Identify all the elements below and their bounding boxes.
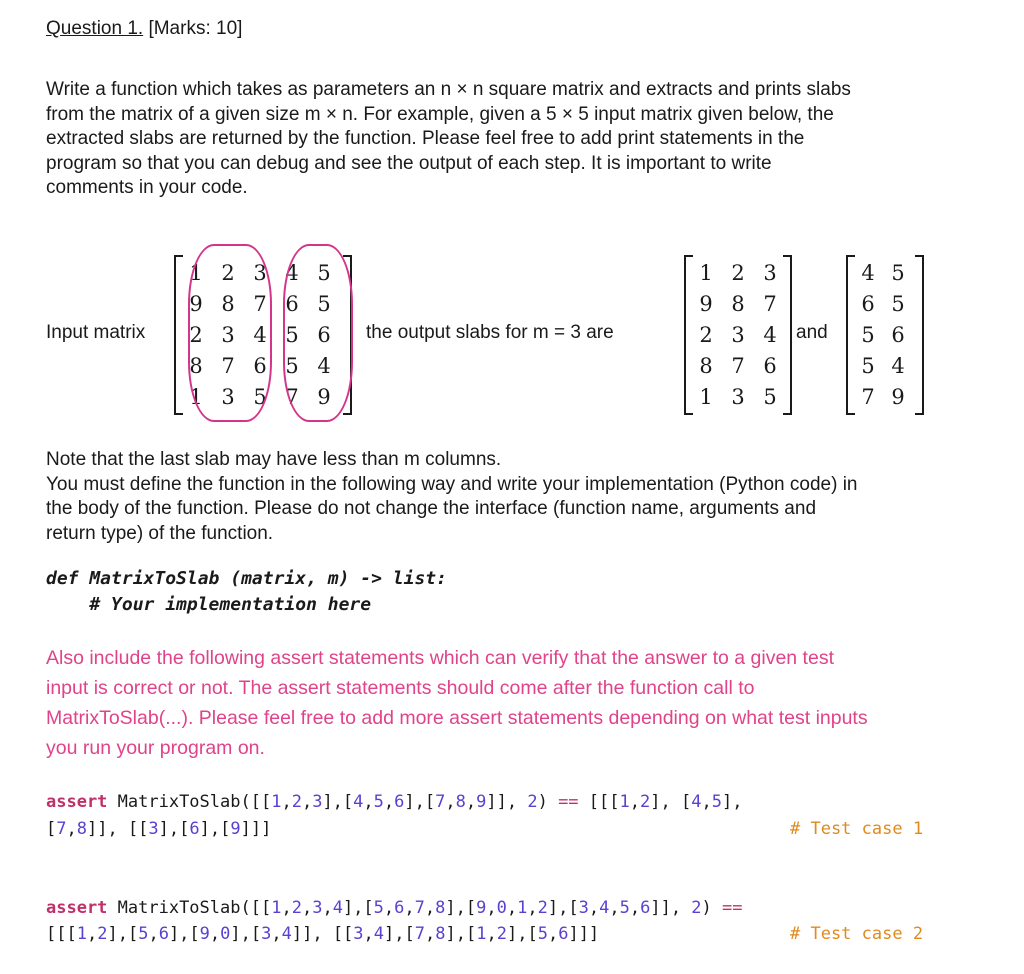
right-bracket xyxy=(783,255,792,415)
matrix-cell: 6 xyxy=(285,292,299,316)
matrix-cell: 7 xyxy=(731,354,745,378)
intro-paragraph xyxy=(46,78,996,201)
left-bracket xyxy=(846,255,855,415)
intro-line: comments in your code. xyxy=(46,177,248,198)
test-case-1-line2 xyxy=(46,819,271,839)
note-line: the body of the function. Please do not change the interface (function name, arguments and xyxy=(46,498,817,519)
test-case-2-code: MatrixToSlab([[1,2,3,4],[5,6,7,8],[9,0,1,2],[3,4,5,6]], 2) == xyxy=(107,898,743,918)
test-case-1-comment: # Test case 1 xyxy=(790,819,924,839)
matrix-cell: 9 xyxy=(189,292,203,316)
matrix-cell: 3 xyxy=(763,261,777,285)
matrix-cell: 2 xyxy=(221,261,235,285)
matrix-cell: 4 xyxy=(861,261,875,285)
matrix-cell: 7 xyxy=(253,292,267,316)
matrix-cell: 2 xyxy=(189,323,203,347)
matrix-cell: 7 xyxy=(861,385,875,409)
matrix-cell: 9 xyxy=(699,292,713,316)
test-case-2-line1 xyxy=(46,898,743,918)
implementation-comment: # Your implementation here xyxy=(46,594,372,615)
question-number: Question 1. xyxy=(46,18,144,39)
matrix-cell: 4 xyxy=(285,261,299,285)
assert-instruction-line: you run your program on. xyxy=(46,737,265,759)
matrix-cell: 6 xyxy=(861,292,875,316)
assert-keyword: assert xyxy=(46,792,108,812)
matrix-cell: 4 xyxy=(891,354,905,378)
output-slabs-text: the output slabs for m = 3 are xyxy=(366,322,614,343)
matrix-cell: 8 xyxy=(221,292,235,316)
left-bracket xyxy=(174,255,183,415)
matrix-cell: 8 xyxy=(731,292,745,316)
matrix-cell: 5 xyxy=(285,323,299,347)
matrix-cell: 7 xyxy=(221,354,235,378)
note-line: return type) of the function. xyxy=(46,522,274,544)
matrix-cell: 5 xyxy=(861,323,875,347)
matrix-cell: 7 xyxy=(285,385,299,409)
intro-line: from the matrix of a given size m × n. For example, given a 5 × 5 input matrix given below, the xyxy=(46,103,834,125)
intro-line: extracted slabs are returned by the function. Please feel free to add print statements in the xyxy=(46,128,805,149)
matrix-cell: 5 xyxy=(891,261,905,285)
intro-line: program so that you can debug and see the output of each step. It is important to write xyxy=(46,152,772,174)
right-bracket xyxy=(915,255,924,415)
left-bracket xyxy=(684,255,693,415)
input-matrix-label: Input matrix xyxy=(46,322,146,343)
matrix-cell: 1 xyxy=(189,385,203,409)
test-case-2-line2 xyxy=(46,924,599,944)
matrix-cell: 6 xyxy=(763,354,777,378)
matrix-cell: 4 xyxy=(317,354,331,378)
matrix-cell: 3 xyxy=(221,385,235,409)
matrix-cell: 5 xyxy=(317,261,331,285)
matrix-cell: 3 xyxy=(731,385,745,409)
matrix-cell: 2 xyxy=(731,261,745,285)
matrix-cell: 1 xyxy=(699,385,713,409)
matrix-cell: 5 xyxy=(763,385,777,409)
matrix-cell: 3 xyxy=(731,323,745,347)
matrix-cell: 9 xyxy=(317,385,331,409)
test-case-1-code-cont: [7,8]], [[3],[6],[9]]] xyxy=(46,819,272,839)
assert-instruction-line: input is correct or not. The assert statements should come after the function call to xyxy=(46,677,755,699)
matrix-cell: 2 xyxy=(699,323,713,347)
note-line: Note that the last slab may have less than m columns. xyxy=(46,449,502,470)
matrix-cell: 6 xyxy=(253,354,267,378)
output-slab-2 xyxy=(846,255,924,415)
test-case-2-code-cont: [[[1,2],[5,6],[9,0],[3,4]], [[3,4],[7,8],[1,2],[5,6]]] xyxy=(46,924,600,944)
matrix-cell: 5 xyxy=(285,354,299,378)
matrix-cell: 6 xyxy=(891,323,905,347)
slab-highlight-2 xyxy=(283,244,353,422)
test-case-2-comment: # Test case 2 xyxy=(790,924,924,944)
matrix-cell: 3 xyxy=(253,261,267,285)
matrix-cell: 9 xyxy=(891,385,905,409)
matrix-cell: 8 xyxy=(699,354,713,378)
assert-instruction-line: MatrixToSlab(...). Please feel free to add more assert statements depending on what test inputs xyxy=(46,707,868,729)
matrix-cell: 7 xyxy=(763,292,777,316)
matrix-cell: 5 xyxy=(891,292,905,316)
output-slab-1 xyxy=(684,255,792,415)
question-marks: [Marks: 10] xyxy=(148,18,243,39)
matrix-cell: 5 xyxy=(253,385,267,409)
assert-instruction-line: Also include the following assert statements which can verify that the answer to a given test xyxy=(46,647,834,669)
intro-line: Write a function which takes as parameters an n × n square matrix and extracts and prints slabs xyxy=(46,79,851,100)
and-text: and xyxy=(796,322,828,343)
matrix-cell: 5 xyxy=(861,354,875,378)
matrix-cell: 8 xyxy=(189,354,203,378)
matrix-cell: 4 xyxy=(763,323,777,347)
note-line: You must define the function in the following way and write your implementation (Python code) in xyxy=(46,473,858,495)
matrix-cell: 5 xyxy=(317,292,331,316)
assert-instructions xyxy=(46,643,1006,763)
test-case-1-line1 xyxy=(46,792,742,812)
matrix-cell: 4 xyxy=(253,323,267,347)
note-paragraph xyxy=(46,448,996,546)
assert-keyword: assert xyxy=(46,898,108,918)
matrix-cell: 6 xyxy=(317,323,331,347)
function-signature: def MatrixToSlab (matrix, m) -> list: xyxy=(46,568,447,589)
matrix-cell: 1 xyxy=(699,261,713,285)
slab-highlight-1 xyxy=(188,244,272,422)
matrix-cell: 1 xyxy=(189,261,203,285)
test-case-1-code: MatrixToSlab([[1,2,3],[4,5,6],[7,8,9]], 2) == [[[1,2], [4,5], xyxy=(107,792,743,812)
matrix-cell: 3 xyxy=(221,323,235,347)
question-heading xyxy=(46,18,242,40)
